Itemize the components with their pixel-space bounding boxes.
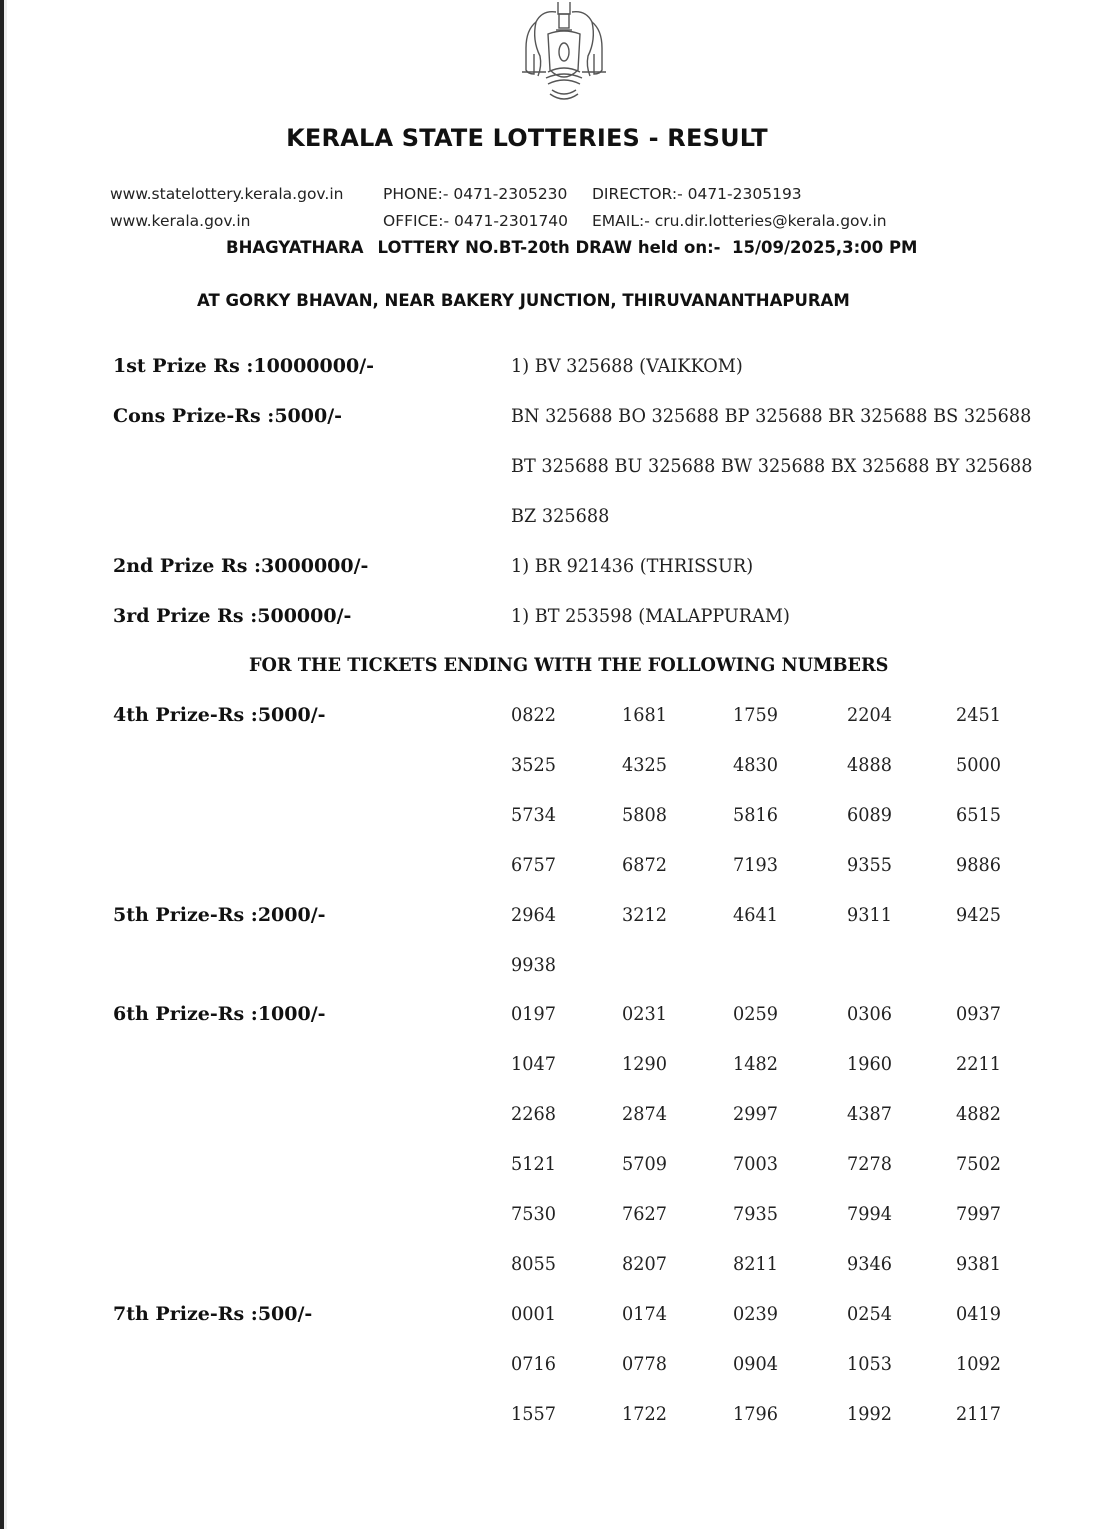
winning-number: 3525 (511, 753, 556, 776)
winning-number: 0419 (956, 1302, 1001, 1325)
winning-number: 5121 (511, 1153, 556, 1176)
winning-number: 8211 (733, 1252, 778, 1275)
winning-number: 6872 (622, 853, 667, 876)
winning-number: 0197 (511, 1003, 556, 1026)
draw-datetime: 15/09/2025,3:00 PM (732, 238, 918, 257)
second-prize-winner: 1) BR 921436 (THRISSUR) (511, 555, 754, 577)
winning-number: 5734 (511, 803, 556, 826)
winning-number: 9355 (847, 853, 892, 876)
phone-number: PHONE:- 0471-2305230 (383, 185, 568, 203)
winning-number: 4387 (847, 1103, 892, 1126)
kerala-emblem-icon (512, 0, 616, 104)
winning-number: 4830 (733, 753, 778, 776)
winning-number: 6089 (847, 803, 892, 826)
director-number: DIRECTOR:- 0471-2305193 (592, 185, 802, 203)
cons-prize-line: BZ 325688 (511, 505, 610, 527)
winning-number: 0231 (622, 1003, 667, 1026)
winning-number: 0716 (511, 1352, 556, 1375)
website-link-statelottery[interactable]: www.statelottery.kerala.gov.in (110, 185, 344, 203)
winning-number: 6757 (511, 853, 556, 876)
winning-number: 7627 (622, 1203, 667, 1225)
winning-number: 0254 (847, 1302, 892, 1325)
winning-number: 2964 (511, 903, 556, 926)
page-title: KERALA STATE LOTTERIES - RESULT (286, 124, 768, 152)
prize-tier-label: 7th Prize-Rs :500/- (113, 1302, 313, 1325)
third-prize-label: 3rd Prize Rs :500000/- (113, 605, 352, 627)
winning-number: 3212 (622, 903, 667, 926)
winning-number: 9381 (956, 1252, 1001, 1275)
winning-number: 2117 (956, 1402, 1001, 1425)
winning-number: 0239 (733, 1302, 778, 1325)
winning-number: 7193 (733, 853, 778, 876)
winning-number: 5000 (956, 753, 1001, 776)
winning-number: 0937 (956, 1003, 1001, 1026)
winning-number: 1992 (847, 1402, 892, 1425)
winning-number: 1681 (622, 704, 667, 726)
winning-number: 6515 (956, 803, 1001, 826)
winning-number: 0259 (733, 1003, 778, 1026)
winning-number: 9311 (847, 903, 892, 926)
email-address[interactable]: EMAIL:- cru.dir.lotteries@kerala.gov.in (592, 212, 887, 230)
winning-number: 7530 (511, 1203, 556, 1225)
cons-prize-label: Cons Prize-Rs :5000/- (113, 405, 343, 427)
lottery-name: BHAGYATHARA (226, 238, 364, 257)
winning-number: 1092 (956, 1352, 1001, 1375)
winning-number: 7278 (847, 1153, 892, 1176)
winning-number: 1960 (847, 1053, 892, 1076)
winning-number: 7935 (733, 1203, 778, 1225)
winning-number: 0306 (847, 1003, 892, 1026)
winning-number: 9346 (847, 1252, 892, 1275)
winning-number: 1796 (733, 1402, 778, 1425)
office-number: OFFICE:- 0471-2301740 (383, 212, 569, 230)
winning-number: 2211 (956, 1053, 1001, 1076)
winning-number: 1482 (733, 1053, 778, 1076)
winning-number: 4641 (733, 903, 778, 926)
draw-info: LOTTERY NO.BT-20th DRAW held on:- (377, 238, 721, 257)
website-link-kerala[interactable]: www.kerala.gov.in (110, 212, 251, 230)
winning-number: 5709 (622, 1153, 667, 1176)
winning-number: 5816 (733, 803, 778, 826)
draw-info-line (226, 238, 917, 257)
third-prize-winner: 1) BT 253598 (MALAPPURAM) (511, 605, 790, 627)
first-prize-label: 1st Prize Rs :10000000/- (113, 355, 375, 377)
winning-number: 5808 (622, 803, 667, 826)
winning-number: 4882 (956, 1103, 1001, 1126)
winning-number: 1722 (622, 1402, 667, 1425)
winning-number: 8055 (511, 1252, 556, 1275)
winning-number: 4325 (622, 753, 667, 776)
cons-prize-line: BN 325688 BO 325688 BP 325688 BR 325688 BS 325688 (511, 405, 1032, 427)
prize-tier-label: 4th Prize-Rs :5000/- (113, 704, 326, 726)
first-prize-winner: 1) BV 325688 (VAIKKOM) (511, 355, 743, 377)
winning-number: 0174 (622, 1302, 667, 1325)
draw-venue: AT GORKY BHAVAN, NEAR BAKERY JUNCTION, THIRUVANANTHAPURAM (197, 291, 850, 310)
second-prize-label: 2nd Prize Rs :3000000/- (113, 555, 369, 577)
winning-number: 9886 (956, 853, 1001, 876)
winning-number: 2451 (956, 704, 1001, 726)
winning-number: 0001 (511, 1302, 556, 1325)
winning-number: 1047 (511, 1053, 556, 1076)
winning-number: 7994 (847, 1203, 892, 1225)
winning-number: 0904 (733, 1352, 778, 1375)
winning-number: 4888 (847, 753, 892, 776)
winning-number: 8207 (622, 1252, 667, 1275)
prize-tier-label: 6th Prize-Rs :1000/- (113, 1003, 326, 1026)
ending-numbers-heading: FOR THE TICKETS ENDING WITH THE FOLLOWING NUMBERS (249, 654, 889, 676)
winning-number: 7502 (956, 1153, 1001, 1176)
winning-number: 2997 (733, 1103, 778, 1126)
winning-number: 2874 (622, 1103, 667, 1126)
winning-number: 9938 (511, 953, 556, 976)
prize-tier-label: 5th Prize-Rs :2000/- (113, 903, 326, 926)
winning-number: 9425 (956, 903, 1001, 926)
winning-number: 2268 (511, 1103, 556, 1126)
winning-number: 1557 (511, 1402, 556, 1425)
winning-number: 0822 (511, 704, 556, 726)
cons-prize-line: BT 325688 BU 325688 BW 325688 BX 325688 BY 325688 (511, 455, 1033, 477)
winning-number: 1053 (847, 1352, 892, 1375)
winning-number: 2204 (847, 704, 892, 726)
winning-number: 7997 (956, 1203, 1001, 1225)
page-edge (4, 0, 7, 1529)
winning-number: 0778 (622, 1352, 667, 1375)
winning-number: 1290 (622, 1053, 667, 1076)
winning-number: 7003 (733, 1153, 778, 1176)
winning-number: 1759 (733, 704, 778, 726)
